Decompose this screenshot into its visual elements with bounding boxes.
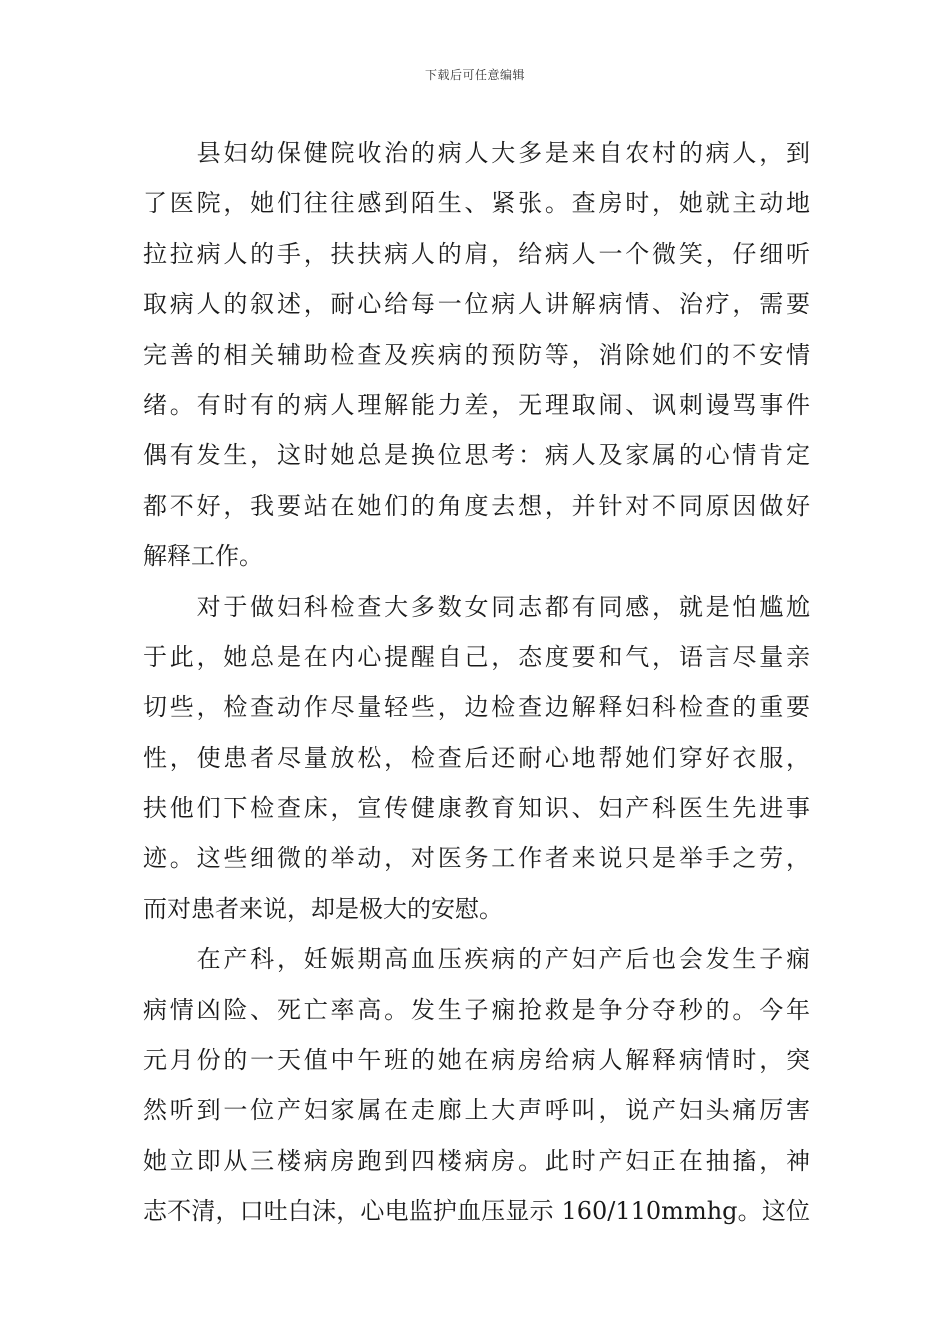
page-header: 下载后可任意编辑 (424, 68, 525, 82)
paragraph-3 (143, 934, 810, 1236)
document-body (143, 128, 810, 1237)
text-line: 拉拉病人的手，扶扶病人的肩，给病人一个微笑，仔细听 (143, 239, 810, 268)
text-line: 绪。有时有的病人理解能力差，无理取闹、讽刺谩骂事件 (143, 390, 810, 419)
text-line: 取病人的叙述，耐心给每一位病人讲解病情、治疗，需要 (143, 290, 810, 319)
text-line: 切些，检查动作尽量轻些，边检查边解释妇科检查的重要 (143, 693, 810, 722)
text-line: 扶他们下检查床，宣传健康教育知识、妇产科医生先进事 (143, 794, 810, 823)
text-line: 偶有发生，这时她总是换位思考：病人及家属的心情肯定 (143, 441, 810, 470)
text-line: 完善的相关辅助检查及疾病的预防等，消除她们的不安情 (143, 340, 810, 369)
text-line: 病情凶险、死亡率高。发生子痫抢救是争分夺秒的。今年 (143, 995, 810, 1024)
text-line: 性，使患者尽量放松，检查后还耐心地帮她们穿好衣服， (143, 743, 810, 772)
text-line: 迹。这些细微的举动，对医务工作者来说只是举手之劳， (143, 844, 810, 873)
text-line: 志不清，口吐白沫，心电监护血压显示 160/110mmhg。这位 (143, 1197, 810, 1226)
text-line: 于此，她总是在内心提醒自己，态度要和气，语言尽量亲 (143, 642, 810, 671)
text-line: 元月份的一天值中午班的她在病房给病人解释病情时，突 (143, 1046, 810, 1075)
text-line: 了医院，她们往往感到陌生、紧张。查房时，她就主动地 (143, 189, 810, 218)
paragraph-2 (143, 582, 810, 935)
text-line: 对于做妇科检查大多数女同志都有同感，就是怕尴尬 (143, 592, 810, 621)
text-line: 在产科，妊娠期高血压疾病的产妇产后也会发生子痫 (143, 945, 810, 974)
text-line: 县妇幼保健院收治的病人大多是来自农村的病人，到 (143, 139, 810, 167)
paragraph-1 (143, 128, 810, 582)
text-line: 她立即从三楼病房跑到四楼病房。此时产妇正在抽搐，神 (143, 1146, 810, 1175)
text-line: 而对患者来说，却是极大的安慰。 (143, 894, 503, 923)
text-line: 然听到一位产妇家属在走廊上大声呼叫，说产妇头痛厉害 (143, 1096, 810, 1125)
text-line: 都不好，我要站在她们的角度去想，并针对不同原因做好 (143, 491, 810, 520)
text-line: 解释工作。 (143, 542, 263, 571)
